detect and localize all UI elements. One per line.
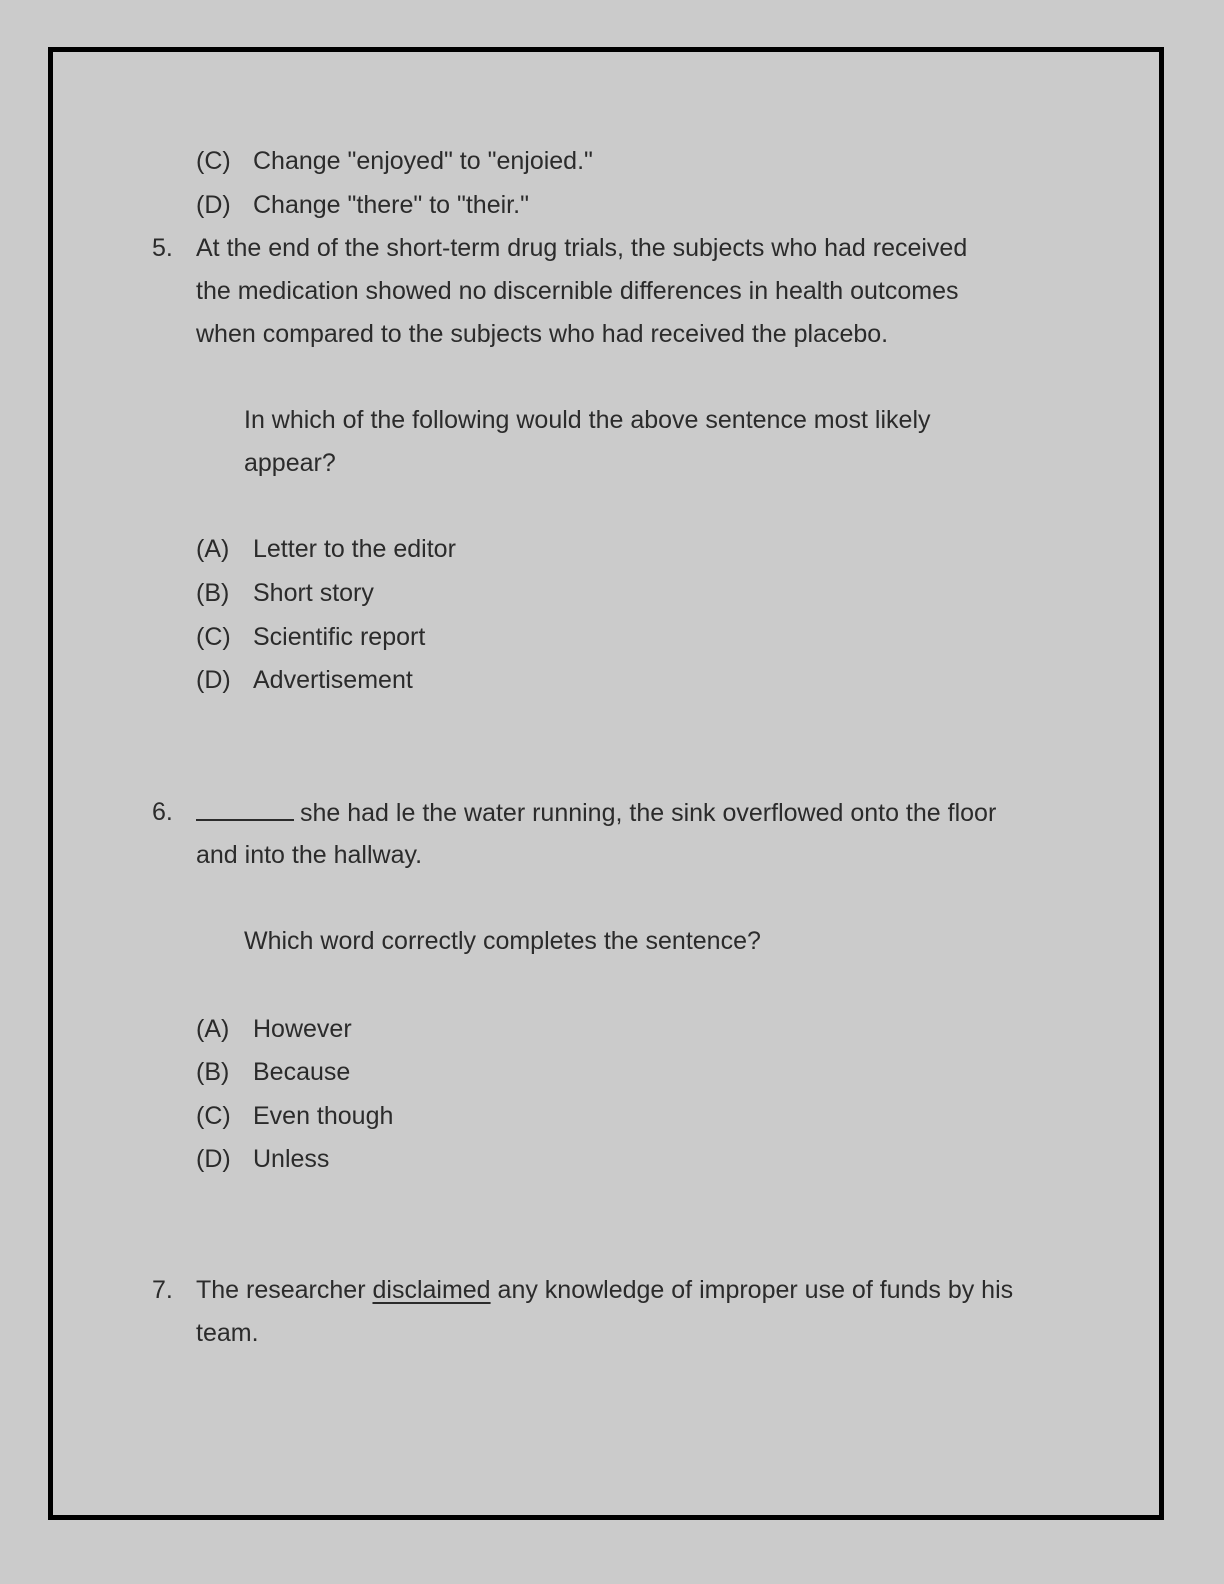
question-text bbox=[196, 797, 996, 828]
option-letter: (A) bbox=[196, 1015, 230, 1043]
question-text: At the end of the short-term drug trials, the subjects who had received bbox=[196, 234, 968, 262]
option-text: Advertisement bbox=[253, 666, 413, 694]
option-text: Unless bbox=[253, 1145, 330, 1173]
option-text: Change "there" to "their." bbox=[253, 191, 529, 219]
option-text: Change "enjoyed" to "enjoied." bbox=[253, 147, 593, 175]
answer-blank bbox=[196, 797, 294, 821]
question-prompt: appear? bbox=[244, 449, 336, 477]
question-text: when compared to the subjects who had received the placebo. bbox=[196, 320, 889, 348]
question-number: 5. bbox=[152, 234, 173, 262]
question-prompt: Which word correctly completes the sentence? bbox=[244, 927, 761, 955]
option-letter: (D) bbox=[196, 1145, 231, 1173]
option-letter: (C) bbox=[196, 147, 231, 175]
question-text: the medication showed no discernible differences in health outcomes bbox=[196, 277, 959, 305]
question-text bbox=[196, 1275, 1013, 1305]
option-text: Short story bbox=[253, 579, 374, 607]
question-text: team. bbox=[196, 1319, 259, 1347]
question-text-after: any knowledge of improper use of funds by his bbox=[497, 1276, 1014, 1304]
question-prompt: In which of the following would the above sentence most likely bbox=[244, 406, 931, 434]
question-text: and into the hallway. bbox=[196, 841, 423, 869]
question-text-after-blank: she had le the water running, the sink overflowed onto the floor bbox=[300, 799, 997, 827]
question-text-before: The researcher bbox=[196, 1276, 366, 1304]
option-letter: (D) bbox=[196, 191, 231, 219]
option-text: Letter to the editor bbox=[253, 535, 456, 563]
option-text: Scientific report bbox=[253, 623, 426, 651]
option-letter: (A) bbox=[196, 535, 230, 563]
option-text: Because bbox=[253, 1058, 351, 1086]
option-text: However bbox=[253, 1015, 352, 1043]
option-text: Even though bbox=[253, 1102, 394, 1130]
option-letter: (C) bbox=[196, 1102, 231, 1130]
option-letter: (B) bbox=[196, 1058, 230, 1086]
option-letter: (D) bbox=[196, 666, 231, 694]
option-letter: (B) bbox=[196, 579, 230, 607]
question-number: 6. bbox=[152, 798, 173, 826]
underlined-word: disclaimed bbox=[372, 1276, 491, 1304]
option-letter: (C) bbox=[196, 623, 231, 651]
question-number: 7. bbox=[152, 1276, 173, 1304]
